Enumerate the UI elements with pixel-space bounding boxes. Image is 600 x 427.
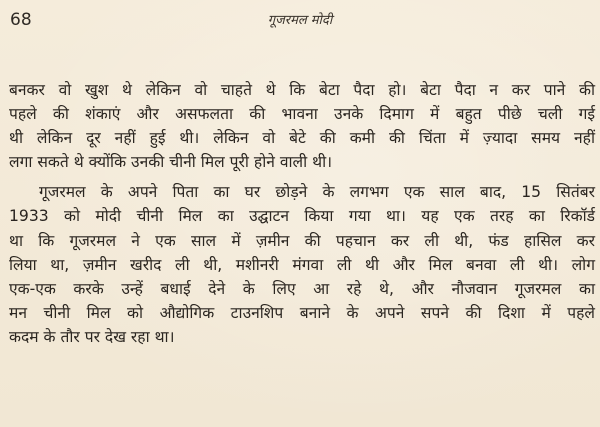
- text-line: थी लेकिन दूर नहीं हुई थी। लेकिन वो बेटे की कमी की चिंता में ज़्यादा समय नहीं: [9, 129, 595, 148]
- text-line: पहले की शंकाएं और असफलता की भावना उनके दिमाग में बहुत पीछे चली गई: [9, 105, 595, 124]
- text-line: मन चीनी मिल को औद्योगिक टाउनशिप बनाने के अपने सपने की दिशा में पहले: [9, 303, 595, 322]
- text-line: बनकर वो खुश थे लेकिन वो चाहते थे कि बेटा पैदा हो। बेटा पैदा न कर पाने की: [9, 81, 595, 99]
- text-line: 1933 को मोदी चीनी मिल का उद्घाटन किया गया था। यह एक तरह का रिकॉर्ड: [9, 207, 595, 226]
- text-line: था कि गूजरमल ने एक साल में ज़मीन की पहचान कर ली थी, फंड हासिल कर: [9, 231, 595, 250]
- running-head: गूजरमल मोदी: [267, 13, 333, 28]
- text-line: लगा सकते थे क्योंकि उनकी चीनी मिल पूरी होने वाली थी।: [9, 153, 333, 172]
- page-number: 68: [10, 10, 32, 30]
- paragraph-1: [9, 78, 595, 174]
- text-line: लिया था, ज़मीन खरीद ली थी, मशीनरी मंगवा ली थी और मिल बनवा ली थी। लोग: [9, 255, 595, 274]
- paragraph-2: [9, 180, 595, 349]
- text-line: एक-एक करके उन्हें बधाई देने के लिए आ रहे थे, और नौजवान गूजरमल का: [9, 279, 595, 298]
- text-line: गूजरमल के अपने पिता का घर छोड़ने के लगभग एक साल बाद, 15 सितंबर: [39, 183, 595, 202]
- text-line: कदम के तौर पर देख रहा था।: [9, 327, 175, 346]
- body-text: [9, 78, 595, 349]
- page-header: [0, 8, 600, 32]
